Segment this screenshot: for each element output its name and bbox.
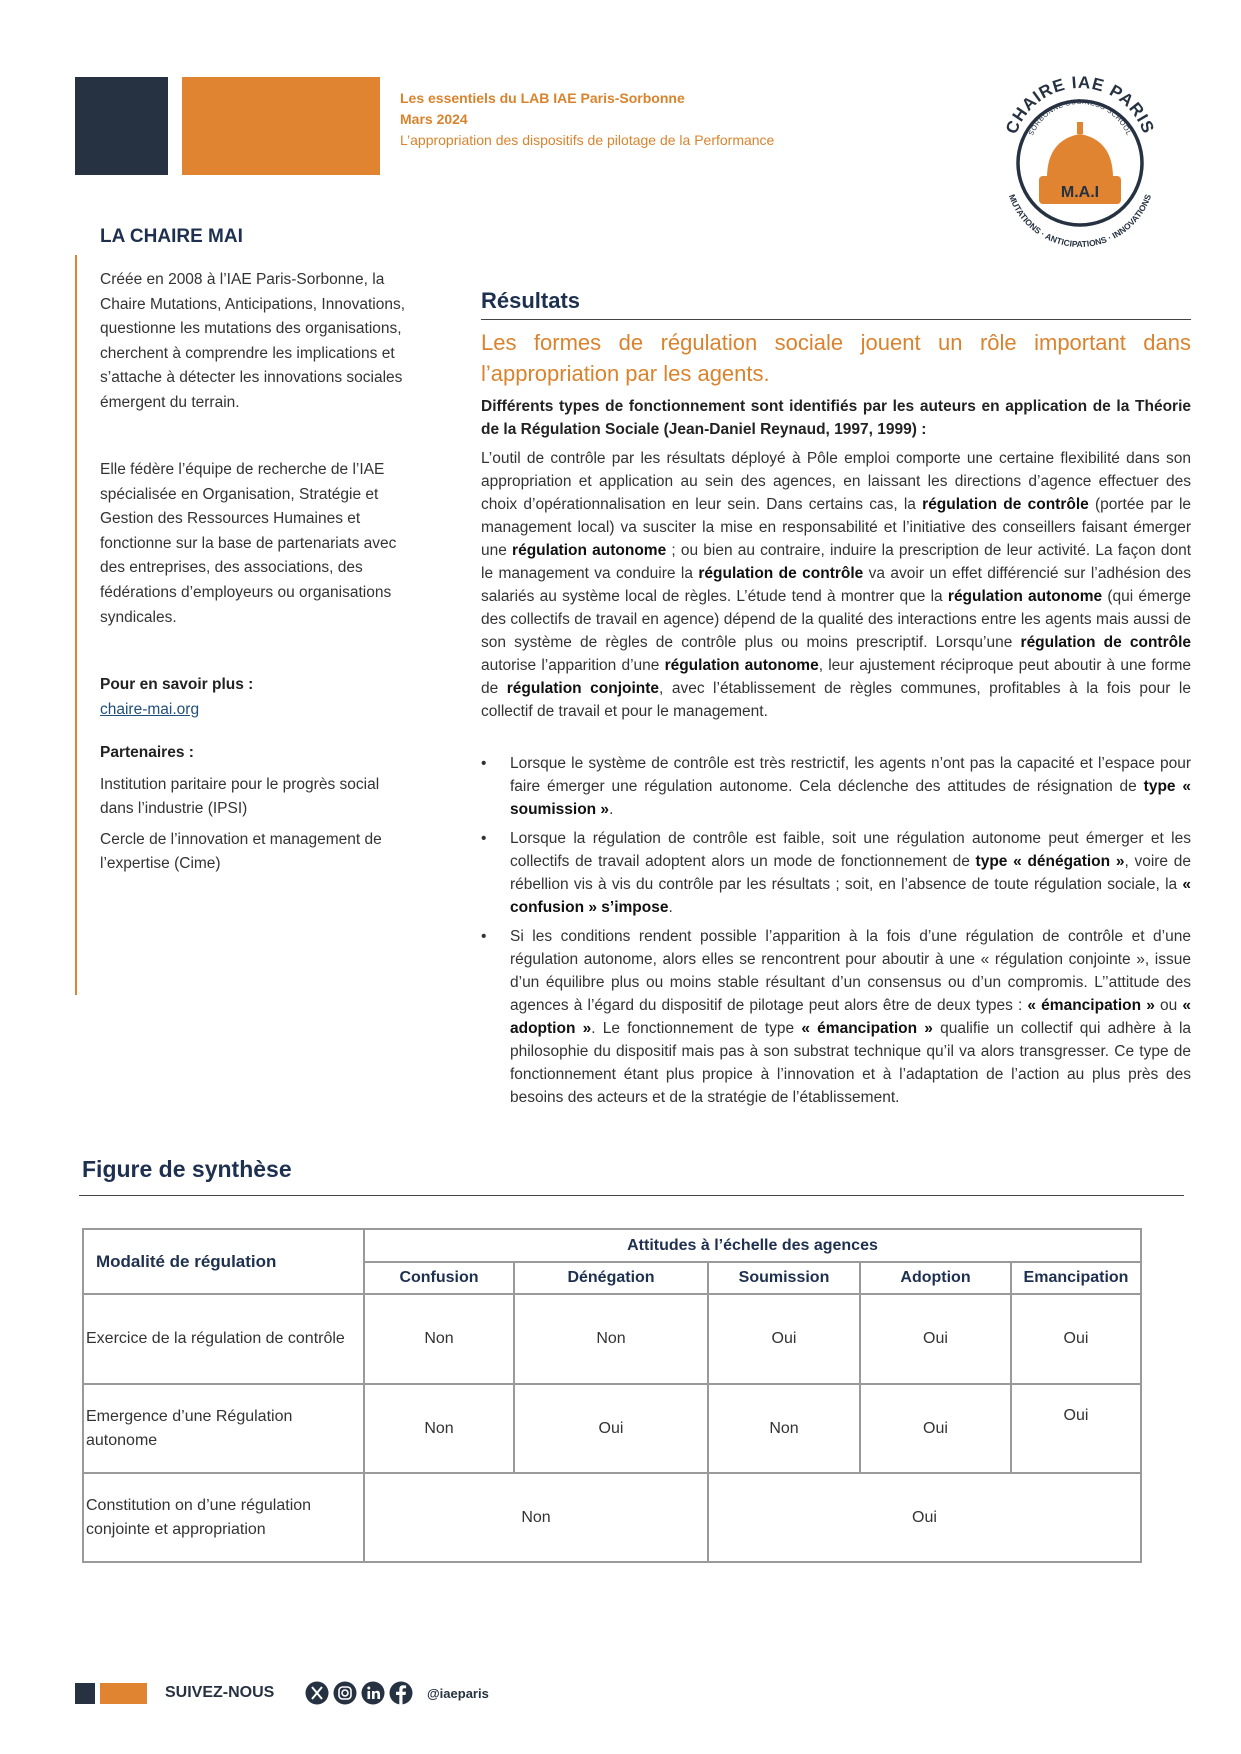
bullet-dot: •	[481, 928, 487, 945]
bold-term: régulation autonome	[947, 588, 1103, 605]
logo-bottom-text: MUTATIONS · ANTICIPATIONS · INNOVATIONS	[1006, 192, 1154, 250]
attitude-header: Confusion	[364, 1262, 514, 1294]
table-cell: Non	[364, 1294, 514, 1384]
bold-term: régulation autonome	[664, 657, 819, 674]
figure-divider	[79, 1195, 1184, 1196]
table-cell-merged: Oui	[708, 1473, 1141, 1562]
row-label: Constitution on d’une régulation conjointe et appropriation	[83, 1473, 364, 1562]
results-body	[481, 447, 1191, 723]
results-title: Résultats	[481, 288, 581, 313]
table-cell: Oui	[860, 1384, 1011, 1473]
table-row	[83, 1384, 1141, 1473]
row-label: Exercice de la régulation de contrôle	[83, 1294, 364, 1384]
bullet-item: • Lorsque le système de contrôle est très restrictif, les agents n’ont pas la capacité et l’espace pour faire émerger une régulation autonome. Cela déclenche des attitudes de résignation de type « soumission ».	[481, 752, 1191, 821]
facebook-icon[interactable]	[390, 1682, 413, 1705]
partner-cime: Cercle de l’innovation et management de l’expertise (Cime)	[100, 830, 382, 873]
bold-term: régulation de contrôle	[698, 565, 864, 582]
partner-ipsi: Institution paritaire pour le progrès social dans l’industrie (IPSI)	[100, 775, 380, 818]
sidebar-more	[100, 673, 405, 722]
attitude-header: Emancipation	[1011, 1262, 1141, 1294]
synthesis-table	[82, 1228, 1142, 1563]
attitude-header: Dénégation	[514, 1262, 708, 1294]
row-label: Emergence d’une Régulation autonome	[83, 1384, 364, 1473]
header-orange-block	[182, 77, 380, 175]
results-subtitle: Les formes de régulation sociale jouent un rôle important dans l’appropriation par les agents.	[481, 330, 1191, 386]
bold-term: régulation de contrôle	[1020, 634, 1192, 651]
header-date: Mars 2024	[400, 111, 468, 127]
table-cell-merged: Non	[364, 1473, 708, 1562]
x-icon[interactable]	[306, 1682, 329, 1705]
bold-term: régulation de contrôle	[922, 496, 1089, 513]
social-icons	[305, 1681, 417, 1705]
bold-term: « émancipation »	[1027, 997, 1155, 1014]
col-header-modalite: Modalité de régulation	[83, 1229, 364, 1294]
header-topic: L’appropriation des dispositifs de pilotage de la Performance	[400, 132, 775, 148]
header-series: Les essentiels du LAB IAE Paris-Sorbonne	[400, 90, 685, 106]
table-cell: Non	[364, 1384, 514, 1473]
sidebar-mission	[100, 458, 405, 630]
table-cell: Oui	[1011, 1384, 1141, 1473]
sidebar-accent-line	[75, 255, 77, 995]
bold-term: régulation autonome	[512, 542, 667, 559]
bold-term: « adoption »	[510, 997, 1191, 1037]
attitude-header: Soumission	[708, 1262, 860, 1294]
results-divider	[481, 319, 1191, 320]
logo-center-text: M.A.I	[1060, 184, 1100, 201]
logo-inner-text: SORBONNE BUSINESS SCHOOL	[1028, 98, 1132, 137]
header-text	[400, 88, 774, 151]
results-bullets	[481, 752, 1191, 1115]
sidebar-para-1: Créée en 2008 à l’IAE Paris-Sorbonne, la Chaire Mutations, Anticipations, Innovations, questionne les mutations des organisations, cherchent à comprendre les implications et s’attache à détecter les innovations sociales émergent du terrain.	[100, 271, 406, 411]
follow-us-label: SUIVEZ-NOUS	[165, 1684, 275, 1701]
social-handle[interactable]: @iaeparis	[427, 1686, 489, 1701]
table-cell: Non	[708, 1384, 860, 1473]
sidebar-para-2: Elle fédère l’équipe de recherche de l’IAE spécialisée en Organisation, Stratégie et Gestion des Ressources Humaines et fonctionne sur la base de partenariats avec des entreprises, des associations, des fédérations d’employeurs ou organisations syndicales.	[100, 461, 397, 626]
table-cell: Non	[514, 1294, 708, 1384]
bullet-dot: •	[481, 830, 487, 847]
group-header-attitudes: Attitudes à l’échelle des agences	[364, 1229, 1141, 1262]
table-cell: Oui	[514, 1384, 708, 1473]
sidebar-partners	[100, 741, 405, 877]
sidebar-intro	[100, 268, 405, 416]
bullet-item: • Si les conditions rendent possible l’apparition à la fois d’une régulation de contrôle et d’une régulation autonome, alors elles se rencontrent pour aboutir à une « régulation conjointe », issue d’un équilibre plus ou moins stable résultant d’un consensus ou d’un compromis. L’’attitude des agences à l’égard du dispositif de pilotage peut alors être de deux types : « émancipation » ou « adoption ». Le fonctionnement de type « émancipation » qualifie un collectif qui adhère à la philosophie du dispositif mais pas à son substrat technique qu’il va alors transgresser. Ce type de fonctionnement étant plus propice à l’innovation et à l’adaptation de l’action au plus près des besoins des acteurs et de la stratégie de l’établissement.	[481, 925, 1191, 1109]
bold-term: type « dénégation »	[975, 853, 1125, 870]
bold-term: « émancipation »	[801, 1020, 933, 1037]
table-row	[83, 1294, 1141, 1384]
table-cell: Oui	[708, 1294, 860, 1384]
instagram-icon[interactable]	[334, 1682, 357, 1705]
bullet-dot: •	[481, 755, 487, 772]
footer-navy-block	[75, 1683, 95, 1704]
table-row	[83, 1473, 1141, 1562]
more-label: Pour en savoir plus :	[100, 676, 254, 693]
attitude-header: Adoption	[860, 1262, 1011, 1294]
sidebar-title: LA CHAIRE MAI	[100, 226, 243, 247]
footer-orange-block	[100, 1683, 147, 1704]
bold-term: « confusion » s’impose	[510, 876, 1191, 916]
figure-title: Figure de synthèse	[82, 1156, 292, 1182]
bold-term: régulation conjointe	[506, 680, 660, 697]
partners-label: Partenaires :	[100, 744, 194, 761]
table-cell: Oui	[1011, 1294, 1141, 1384]
header-navy-block	[75, 77, 168, 175]
bullet-item: • Lorsque la régulation de contrôle est faible, soit une régulation autonome peut émerger et les collectifs de travail adoptent alors un mode de fonctionnement de type « dénégation », voire de rébellion vis à vis du contrôle par les résultats ; soit, en l’absence de toute régulation sociale, la « confusion » s’impose.	[481, 827, 1191, 919]
linkedin-icon[interactable]	[362, 1682, 385, 1705]
chaire-mai-link[interactable]: chaire-mai.org	[100, 700, 200, 718]
chaire-mai-logo	[995, 60, 1165, 260]
logo-top-text: CHAIRE IAE PARIS	[1001, 72, 1159, 137]
results-paragraph: L’outil de contrôle par les résultats déployé à Pôle emploi comporte une certaine flexibilité dans son appropriation et application au sein des agences, en laissant les directions d’agence effectuer des choix d’opérationnalisation en leur sein. Dans certains cas, la régulation de contrôle (portée par le management local) va susciter la mise en responsabilité et l’initiative des conseillers faisant émerger une régulation autonome ; ou bien au contraire, induire la prescription de leur activité. La façon dont le management va conduire la régulation de contrôle va avoir un effet différencié sur l’adhésion des salariés au système local de règles. L’étude tend à montrer que la régulation autonome (qui émerge des collectifs de travail en agence) dépend de la qualité des interactions entre les agents mais aussi de son système de règles de contrôle plus ou moins prescriptif. Lorsqu’une régulation de contrôle autorise l’apparition d’une régulation autonome, leur ajustement réciproque peut aboutir à une forme de régulation conjointe, avec l’établissement de règles communes, profitables à la fois pour le collectif de travail et pour le management.	[481, 450, 1192, 720]
table-cell: Oui	[860, 1294, 1011, 1384]
bold-term: type « soumission »	[510, 778, 1191, 818]
results-intro: Différents types de fonctionnement sont identifiés par les auteurs en application de la Théorie de la Régulation Sociale (Jean-Daniel Reynaud, 1997, 1999) :	[481, 398, 1191, 438]
